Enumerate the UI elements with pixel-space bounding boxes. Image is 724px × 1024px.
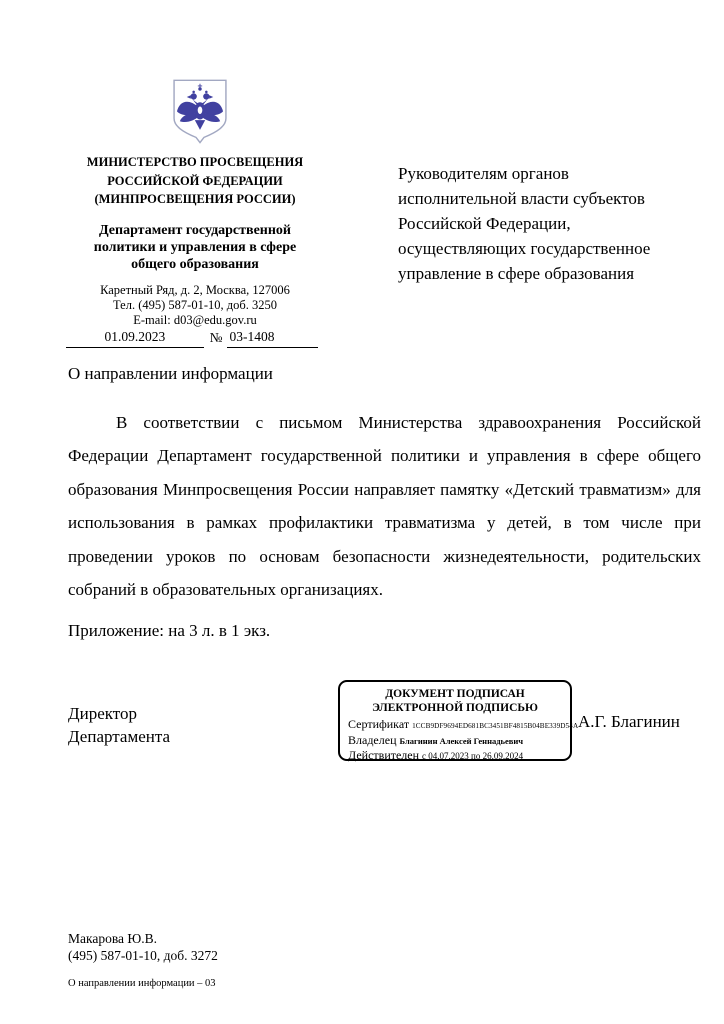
sender-phone: Тел. (495) 587-01-10, доб. 3250	[113, 297, 277, 312]
signer-position-line: Департамента	[68, 726, 171, 746]
letter-date: 01.09.2023	[66, 329, 204, 348]
signer-position	[68, 703, 170, 748]
digital-signature-stamp	[338, 680, 579, 762]
letter-number: 03-1408	[227, 329, 318, 348]
recipient-line: исполнительной власти субъектов	[398, 189, 645, 208]
department-name	[64, 222, 326, 273]
ministry-name-line: РОССИЙСКОЙ ФЕДЕРАЦИИ	[107, 173, 283, 188]
owner-label: Владелец	[348, 732, 397, 747]
sender-letterhead	[64, 153, 326, 328]
stamp-owner-row	[348, 734, 570, 749]
department-name-line: политики и управления в сфере	[93, 239, 297, 255]
owner-value: Благинин Алексей Геннадьевич	[399, 735, 524, 746]
sender-contacts	[64, 283, 326, 328]
certificate-label: Сертификат	[348, 717, 410, 731]
signer-name: А.Г. Благинин	[578, 712, 680, 731]
department-name-line: Департамент государственной	[98, 222, 291, 238]
ministry-name-line: МИНИСТЕРСТВО ПРОСВЕЩЕНИЯ	[86, 155, 304, 169]
executor-phone: (495) 587-01-10, доб. 3272	[68, 947, 218, 963]
stamp-title-line: ДОКУМЕНТ ПОДПИСАН	[385, 688, 525, 700]
signer-position-line: Директор	[68, 704, 137, 723]
recipient-block	[398, 161, 683, 286]
certificate-value: 1CCB9DF9694ED681BC3451BF4815B04BE339D54A	[412, 722, 579, 730]
date-number-line	[66, 329, 318, 348]
sender-email: E-mail: d03@edu.gov.ru	[133, 312, 257, 327]
recipient-line: Руководителям органов	[398, 164, 569, 183]
validity-value: с 04.07.2023 по 26.09.2024	[422, 750, 524, 761]
recipient-line: управление в сфере образования	[398, 264, 635, 283]
ministry-short-name: (МИНПРОСВЕЩЕНИЯ РОССИИ)	[94, 192, 296, 206]
letter-body: В соответствии с письмом Министерства здравоохранения Российской Федерации Департамент государственной политики и управления в сфере общего образования Минпросвещения России направляет памятку «Детский травматизм» для использования в рамках профилактики травматизма у детей, в том числе при проведении уроков по основам безопасности жизнедеятельности, родительских собраний в образовательных организациях.	[68, 413, 701, 600]
stamp-validity-row	[348, 749, 570, 764]
stamp-title	[340, 688, 570, 715]
stamp-certificate-row	[348, 717, 579, 734]
letter-subject: О направлении информации	[68, 364, 273, 383]
recipient-line: осуществляющих государственное	[398, 239, 651, 258]
stamp-details	[348, 717, 579, 763]
footer-reference: О направлении информации – 03	[68, 978, 216, 989]
department-name-line: общего образования	[131, 256, 259, 272]
stamp-title-line: ЭЛЕКТРОННОЙ ПОДПИСЬЮ	[372, 701, 538, 714]
coat-of-arms-icon	[171, 78, 229, 146]
number-sign: №	[209, 330, 223, 345]
recipient-line: Российской Федерации,	[398, 214, 571, 233]
sender-address: Каретный Ряд, д. 2, Москва, 127006	[100, 282, 290, 297]
validity-label: Действителен	[348, 747, 420, 762]
attachment-note: Приложение: на 3 л. в 1 экз.	[68, 621, 271, 640]
executor-block	[68, 931, 218, 964]
executor-name: Макарова Ю.В.	[68, 931, 158, 946]
